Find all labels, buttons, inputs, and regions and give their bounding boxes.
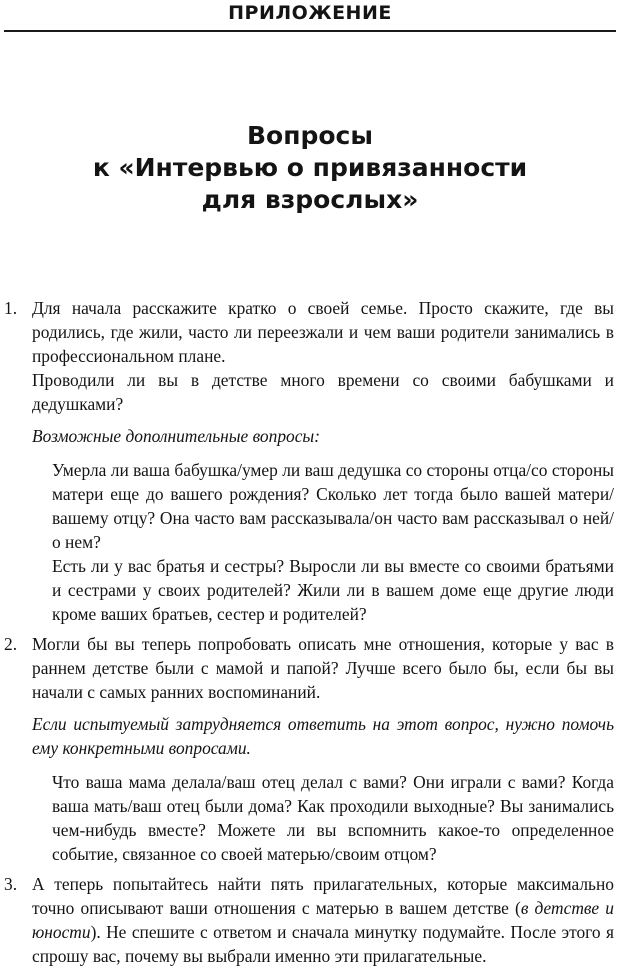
question-text-part-b: ). Не спешите с ответом и сначала минутку подумайте. После этого я спрошу вас, почему вы выбрали именно эти прилагательные. — [32, 922, 614, 966]
sub-question: Есть ли у вас братья и сестры? Выросли ли вы вместе со своими братьями и сестрами у своих родителей? Жили ли в вашем доме еще другие люди кроме ваших братьев, сестер и родителей? — [52, 556, 614, 624]
question-2 — [4, 632, 614, 866]
title-line-3: для взрослых» — [201, 185, 419, 214]
sub-questions — [52, 770, 614, 866]
title-line-2: к «Интервью о привязанности — [92, 153, 528, 182]
question-text — [32, 872, 614, 968]
question-text-emphasis: в детстве и юности — [32, 898, 614, 942]
title-line-1: Вопросы — [246, 121, 373, 150]
sub-questions — [52, 458, 614, 626]
section-title — [0, 120, 620, 216]
question-number: 2. — [4, 634, 18, 654]
question-number: 1. — [4, 298, 18, 318]
running-header — [4, 0, 616, 32]
question-text: Для начала расскажите кратко о своей семье. Просто скажите, где вы родились, где жили, часто ли переезжали и чем ваши родители занимались в профессиональном плане. — [32, 298, 614, 366]
question-3 — [4, 872, 614, 968]
question-text-part-a: А теперь попытайтесь найти пять прилагательных, которые максимально точно описывают ваши отношения с матерью в вашем детстве ( — [32, 874, 614, 918]
running-title: ПРИЛОЖЕНИЕ — [228, 2, 392, 24]
question-number: 3. — [4, 874, 18, 894]
question-1 — [4, 296, 614, 626]
question-text-continued: Проводили ли вы в детстве много времени со своими бабушками и дедушками? — [32, 370, 614, 414]
question-text: Могли бы вы теперь попробовать описать мне отношения, которые у вас в раннем детстве были с мамой и папой? Лучше всего было бы, если бы вы начали с самых ранних воспоминаний. — [32, 634, 614, 702]
sub-question: Умерла ли ваша бабушка/умер ли ваш дедушка со стороны отца/со стороны матери еще до вашего рождения? Сколько лет тогда было вашей матери/вашему отцу? Она часто вам рассказывала/он часто вам рассказывал о ней/о нем? — [52, 460, 614, 552]
question-list — [4, 296, 614, 968]
question-note: Возможные дополнительные вопросы: — [32, 426, 321, 446]
sub-question: Что ваша мама делала/ваш отец делал с вами? Они играли с вами? Когда ваша мать/ваш отец были дома? Как проходили выходные? Вы занимались чем-нибудь вместе? Можете ли вы вспомнить какое-то определенное событие, связанное со своей матерью/своим отцом? — [52, 772, 614, 864]
question-note: Если испытуемый затрудняется ответить на этот вопрос, нужно помочь ему конкретными вопросами. — [32, 714, 614, 758]
